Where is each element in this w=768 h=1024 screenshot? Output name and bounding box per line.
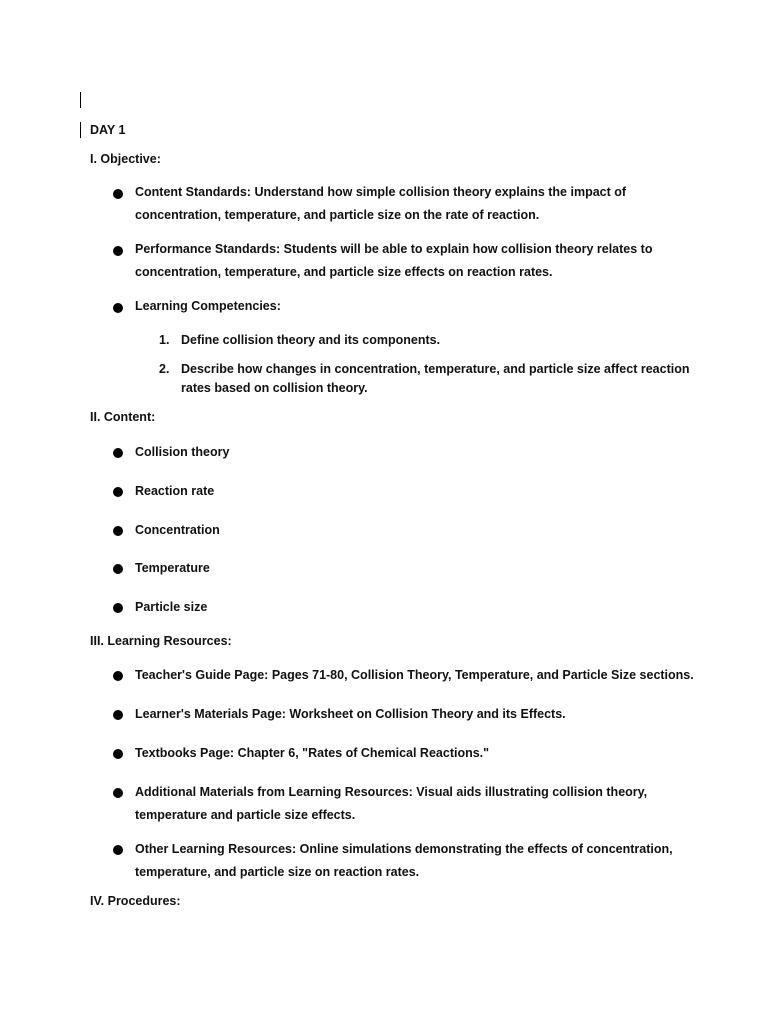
learning-competencies-item: Learning Competencies: [135, 299, 281, 313]
resource-item: Textbooks Page: Chapter 6, "Rates of Chemical Reactions." [135, 746, 490, 760]
resource-item: Other Learning Resources: Online simulations demonstrating the effects of concentration, temperature, and particle size on reaction rates. [135, 842, 673, 879]
content-heading: II. Content: [90, 410, 156, 424]
bullet-icon [113, 710, 123, 720]
resource-item: Teacher's Guide Page: Pages 71-80, Collision Theory, Temperature, and Particle Size sections. [135, 668, 694, 682]
bullet-icon [113, 603, 123, 613]
competency-number: 1. [159, 333, 170, 347]
day-heading: DAY 1 [90, 123, 126, 137]
bullet-icon [113, 788, 123, 798]
bullet-icon [113, 487, 123, 497]
bullet-icon [113, 564, 123, 574]
bullet-icon [113, 845, 123, 855]
competency-item: Define collision theory and its components. [181, 333, 441, 347]
bullet-icon [113, 189, 123, 199]
bullet-icon [113, 749, 123, 759]
bullet-icon [113, 303, 123, 313]
competency-item: Describe how changes in concentration, temperature, and particle size affect reaction rates based on collision theory. [181, 362, 690, 395]
bullet-icon [113, 246, 123, 256]
content-item: Reaction rate [135, 484, 215, 498]
procedures-heading: IV. Procedures: [90, 894, 181, 908]
resource-item: Learner's Materials Page: Worksheet on Collision Theory and its Effects. [135, 707, 566, 721]
competency-number: 2. [159, 362, 170, 376]
bullet-icon [113, 448, 123, 458]
bullet-icon [113, 671, 123, 681]
objective-heading: I. Objective: [90, 152, 161, 166]
change-bar [80, 122, 81, 138]
content-item: Concentration [135, 523, 220, 537]
content-item: Collision theory [135, 445, 230, 459]
learning-resources-heading: III. Learning Resources: [90, 634, 232, 648]
content-standards-item: Content Standards: Understand how simple collision theory explains the impact of concentration, temperature, and particle size on the rate of reaction. [135, 185, 627, 222]
content-item: Particle size [135, 600, 208, 614]
bullet-icon [113, 526, 123, 536]
content-item: Temperature [135, 561, 210, 575]
resource-item: Additional Materials from Learning Resources: Visual aids illustrating collision theory, temperature and particle size effects. [135, 785, 648, 822]
performance-standards-item: Performance Standards: Students will be able to explain how collision theory relates to concentration, temperature, and particle size effects on reaction rates. [135, 242, 653, 279]
text-cursor [80, 92, 81, 108]
